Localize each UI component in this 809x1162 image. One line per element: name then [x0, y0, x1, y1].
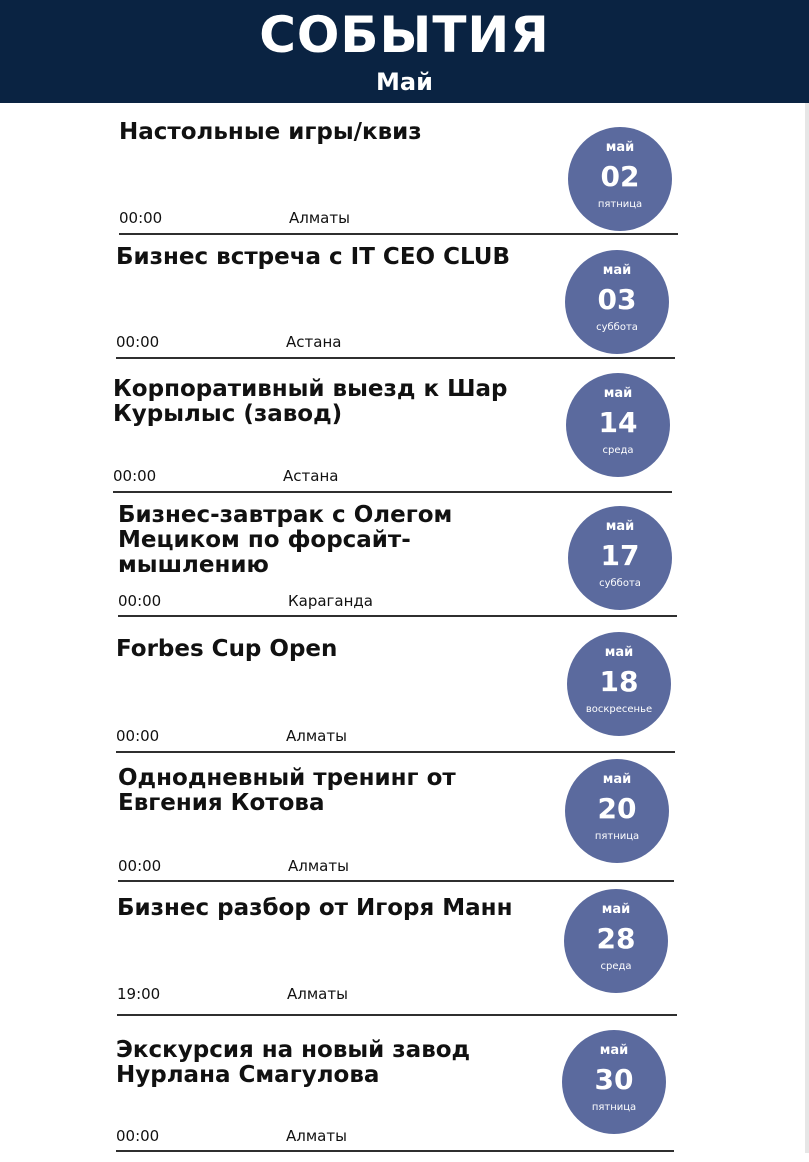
event-card[interactable]	[113, 377, 673, 501]
event-card[interactable]	[118, 503, 678, 627]
event-divider	[118, 615, 677, 617]
badge-weekday: воскресенье	[585, 704, 653, 715]
event-date-badge	[566, 373, 670, 477]
scroll-edge	[805, 103, 809, 1153]
badge-month: май	[599, 1043, 629, 1058]
event-time: 00:00	[116, 727, 160, 745]
event-time: 00:00	[116, 333, 160, 351]
event-time: 00:00	[113, 467, 157, 485]
month-subtitle: Май	[376, 68, 433, 96]
badge-month: май	[604, 645, 634, 660]
badge-day: 03	[597, 283, 637, 316]
event-city: Алматы	[287, 985, 348, 1003]
badge-day: 18	[599, 665, 639, 698]
event-time: 00:00	[116, 1127, 160, 1145]
event-city: Астана	[283, 467, 339, 485]
event-city: Алматы	[289, 209, 350, 227]
event-title[interactable]: Настольные игры/квиз	[119, 119, 422, 145]
event-title[interactable]: Корпоративный выезд к Шар Курылыс (завод)	[113, 376, 508, 427]
badge-month: май	[601, 902, 631, 917]
event-title[interactable]: Бизнес встреча с IT CEO CLUB	[116, 244, 511, 270]
event-divider	[116, 751, 675, 753]
event-date-badge	[564, 889, 668, 993]
event-city: Караганда	[288, 592, 373, 610]
event-time: 00:00	[118, 592, 162, 610]
event-date-badge	[568, 127, 672, 231]
page-title: СОБЫТИЯ	[259, 6, 550, 64]
event-time: 19:00	[117, 985, 161, 1003]
badge-day: 02	[600, 160, 640, 193]
event-time: 00:00	[119, 209, 163, 227]
badge-day: 30	[594, 1063, 634, 1096]
badge-month: май	[605, 519, 635, 534]
event-divider	[118, 880, 674, 882]
event-date-badge	[565, 250, 669, 354]
badge-weekday: среда	[600, 961, 632, 972]
badge-weekday: пятница	[597, 199, 643, 210]
event-divider	[116, 357, 675, 359]
event-card[interactable]	[116, 637, 676, 761]
event-city: Алматы	[286, 1127, 347, 1145]
event-city: Алматы	[286, 727, 347, 745]
event-card[interactable]	[118, 766, 678, 890]
event-city: Алматы	[288, 857, 349, 875]
badge-weekday: пятница	[594, 831, 640, 842]
badge-day: 14	[598, 406, 638, 439]
event-card[interactable]	[116, 1038, 676, 1162]
event-title[interactable]: Бизнес разбор от Игоря Манн	[117, 895, 513, 921]
event-time: 00:00	[118, 857, 162, 875]
badge-weekday: пятница	[591, 1102, 637, 1113]
event-date-badge	[568, 506, 672, 610]
event-divider	[119, 233, 678, 235]
badge-weekday: среда	[602, 445, 634, 456]
badge-weekday: суббота	[596, 322, 638, 333]
event-title[interactable]: Экскурсия на новый завод Нурлана Смагулова	[116, 1037, 471, 1088]
event-divider	[117, 1014, 677, 1016]
badge-weekday: суббота	[599, 578, 641, 589]
badge-month: май	[602, 772, 632, 787]
badge-day: 17	[600, 539, 640, 572]
event-card[interactable]	[116, 245, 676, 369]
event-divider	[113, 491, 672, 493]
badge-day: 28	[596, 922, 636, 955]
event-title[interactable]: Forbes Cup Open	[116, 636, 338, 662]
event-date-badge	[562, 1030, 666, 1134]
page-header	[0, 0, 809, 103]
event-date-badge	[565, 759, 669, 863]
badge-day: 20	[597, 792, 637, 825]
badge-month: май	[605, 140, 635, 155]
event-date-badge	[567, 632, 671, 736]
event-divider	[116, 1150, 674, 1152]
event-title[interactable]: Однодневный тренинг от Евгения Котова	[118, 765, 456, 816]
badge-month: май	[602, 263, 632, 278]
badge-month: май	[603, 386, 633, 401]
event-card[interactable]	[119, 120, 679, 244]
event-city: Астана	[286, 333, 342, 351]
event-title[interactable]: Бизнес-завтрак с Олегом Мециком по форсайт-мышлению	[118, 502, 453, 578]
event-card[interactable]	[117, 896, 677, 1020]
